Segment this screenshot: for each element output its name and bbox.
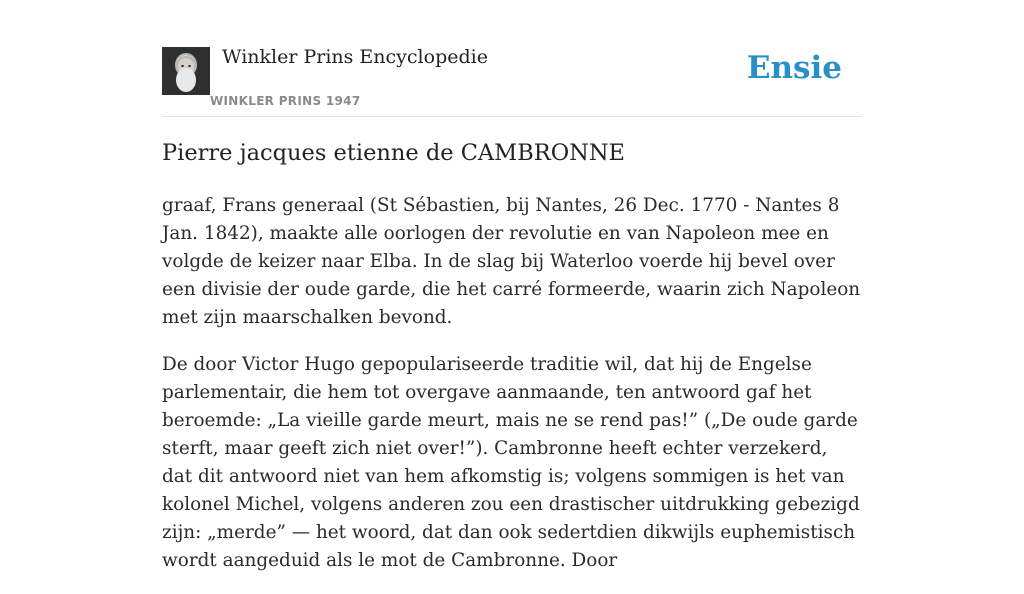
article-paragraph: graaf, Frans generaal (St Sébastien, bij Nantes, 26 Dec. 1770 - Nantes 8 Jan. 1842), maakte alle oorlogen der revolutie en van Napoleon mee en volgde de keizer naar Elba. In de slag bij Waterloo voerde hij bevel over een divisie der oude garde, die het carré formeerde, waarin zich Napoleon met zijn maarschalken bevond. — [162, 195, 861, 328]
source-label[interactable]: WINKLER PRINS 1947 — [210, 94, 361, 108]
site-title[interactable]: Winkler Prins Encyclopedie — [222, 46, 488, 68]
page-container — [162, 0, 862, 571]
brand-logo[interactable]: Ensie — [746, 50, 842, 86]
header — [162, 0, 862, 117]
portrait-image — [162, 47, 210, 95]
article-body — [162, 192, 862, 594]
article-paragraph: De door Victor Hugo gepopulariseerde traditie wil, dat hij de Engelse parlementair, die hem tot overgave aanmaande, ten antwoord gaf het beroemde: „La vieille garde meurt, mais ne se rend pas!” („De oude garde sterft, maar geeft zich niet over!”). Cambronne heeft echter verzekerd, dat dit antwoord niet van hem afkomstig is; volgens sommigen is het van kolonel Michel, volgens anderen zou een drastischer uitdrukking gebezigd zijn: „merde” — het woord, dat dan ook sedertdien dikwijls euphemistisch wordt aangeduid als le mot de Cambronne. Door — [162, 354, 860, 571]
page-title: Pierre jacques etienne de CAMBRONNE — [162, 140, 625, 166]
author-avatar[interactable] — [162, 47, 210, 95]
